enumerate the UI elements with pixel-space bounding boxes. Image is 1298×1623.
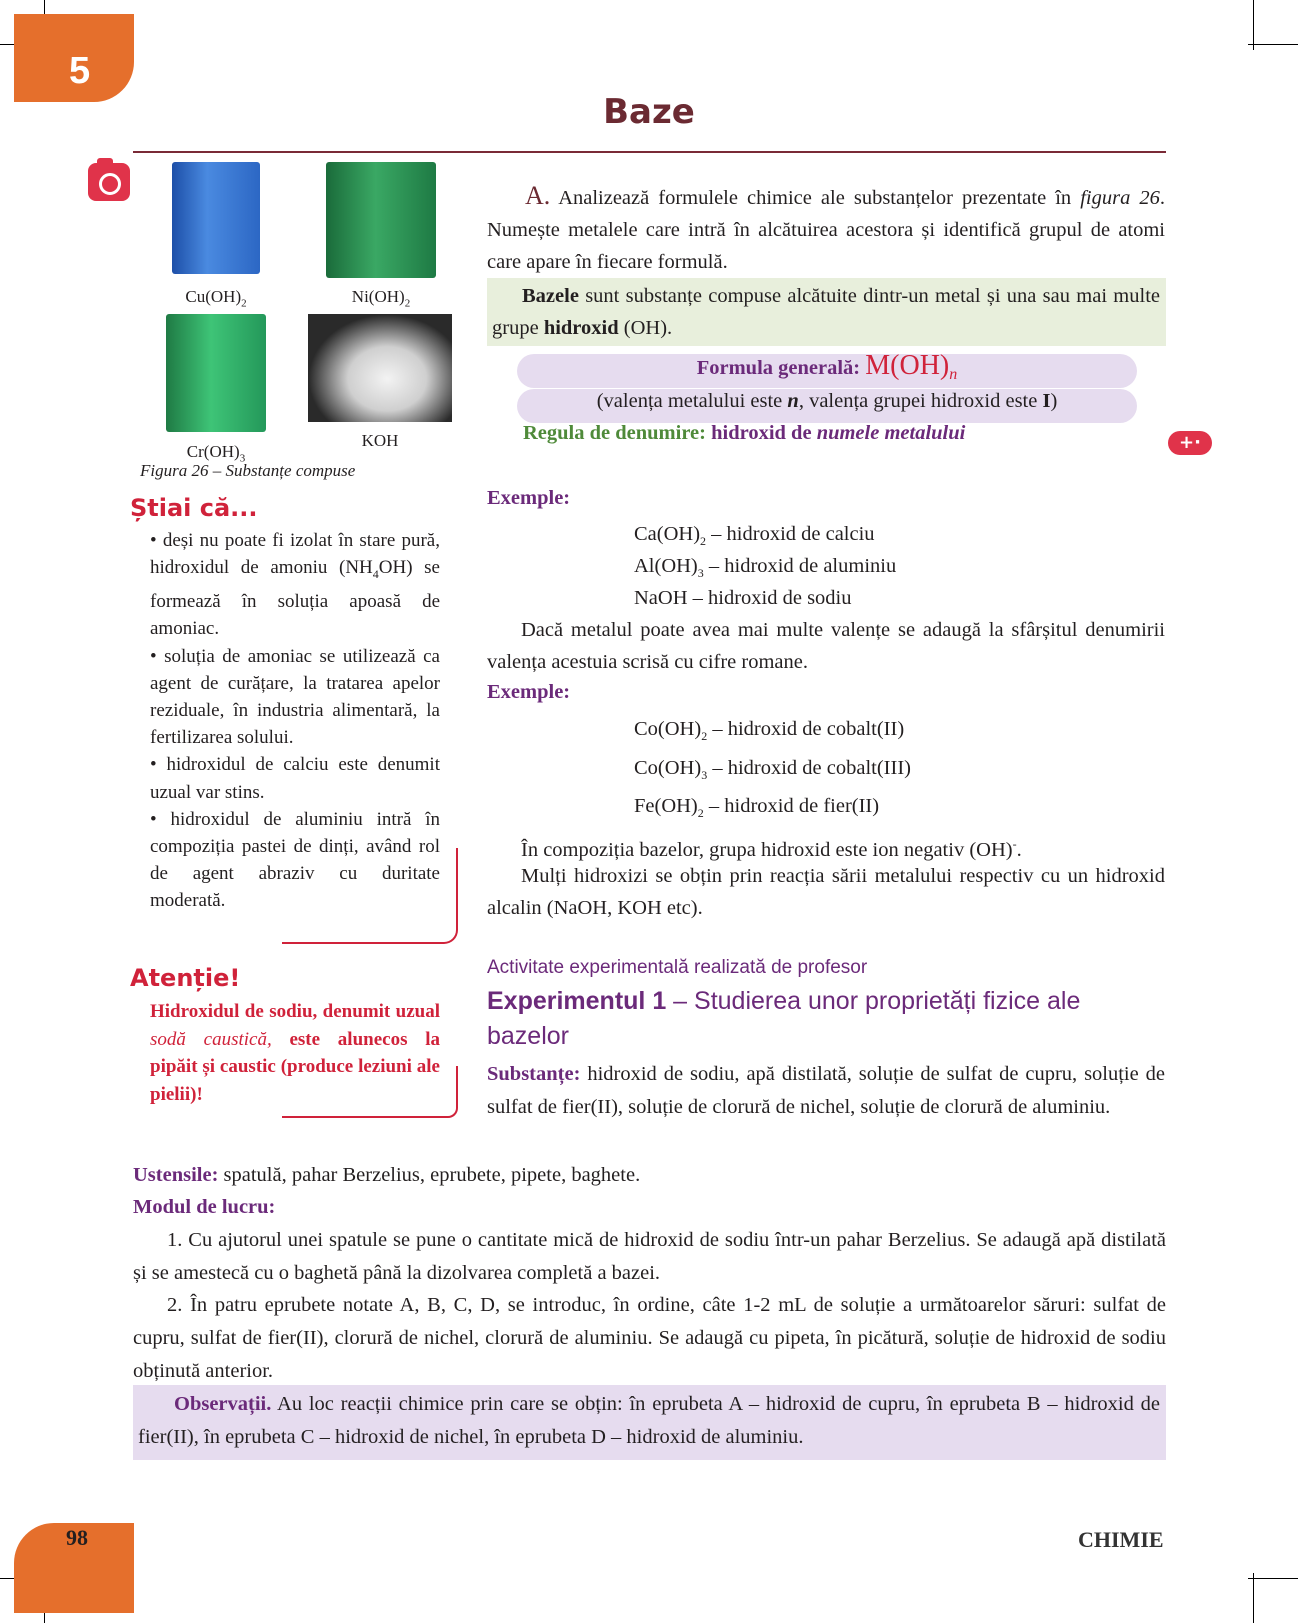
- method-label: Modul de lucru:: [133, 1196, 276, 1218]
- stiai-title: Știai că...: [130, 494, 258, 522]
- figure-caption: Figura 26 – Substanțe compuse: [140, 461, 356, 480]
- photo-ni-oh2: [326, 162, 436, 278]
- crop-mark: [1253, 0, 1254, 50]
- atentie-bracket: [282, 1066, 458, 1118]
- general-formula: Formula generală: $M(OH)_n$: [696, 350, 958, 384]
- crop-mark: [1253, 1573, 1254, 1623]
- crop-mark: [1248, 44, 1298, 45]
- page-title: Baze: [603, 92, 695, 132]
- stiai-item: • deși nu poate fi izolat în stare pură, hidroxidul de amoniu $(NH_4OH)$ se formează în soluția apoasă de amoniac.: [150, 530, 440, 640]
- subject-label: CHIMIE: [1078, 1527, 1164, 1552]
- activity-label: Activitate experimentală realizată de profesor: [487, 957, 868, 978]
- stiai-item: • hidroxidul de calciu este denumit uzual var stins.: [150, 754, 440, 803]
- caption-cu: $Cu(OH)_2$: [185, 287, 247, 310]
- atentie-title: Atenție!: [130, 964, 241, 992]
- example-item: NaOH – hidroxid de sodiu: [634, 587, 852, 609]
- examples-label: Exemple:: [487, 681, 571, 703]
- definition-text: Bazele sunt substanțe compuse alcătuite dintr-un metal și una sau mai multe grupe hidroxid (OH).: [492, 285, 1160, 339]
- camera-icon: [88, 163, 130, 201]
- chapter-number: 5: [69, 50, 91, 92]
- stiai-bracket: [282, 848, 458, 944]
- obtain-paragraph: Mulți hidroxizi se obțin prin reacția sării metalului respectiv cu un hidroxid alcalin (NaOH, KOH etc).: [487, 865, 1165, 919]
- atentie-text: Hidroxidul de sodiu, denumit uzual sodă caustică, este alunecos la pipăit și caustic (produce leziuni ale pielii)!: [150, 1001, 440, 1105]
- caption-cr: $Cr(OH)_3$: [186, 442, 246, 465]
- example-item: $Co(OH)_3$ – hidroxid de cobalt(III): [634, 757, 911, 783]
- example-item: $Ca(OH)_2$ – hidroxid de calciu: [634, 523, 875, 549]
- chapter-tab: [14, 14, 134, 102]
- caption-ni: $Ni(OH)_2$: [351, 287, 411, 310]
- substances-paragraph: Substanțe: hidroxid de sodiu, apă distilată, soluție de sulfat de cupru, soluție de sulfat de fier(II), soluție de clorură de nichel, soluție de clorură de aluminiu.: [487, 1063, 1165, 1118]
- section-a-letter: A.: [525, 181, 551, 210]
- example-item: $Co(OH)_2$ – hidroxid de cobalt(II): [634, 718, 905, 744]
- photo-koh: [308, 314, 452, 422]
- experiment-title: Experimentul 1 – Studierea unor proprietăți fizice ale bazelor: [487, 987, 1081, 1050]
- tools-line: Ustensile: spatulă, pahar Berzelius, eprubete, pipete, baghete.: [133, 1164, 641, 1186]
- photo-cr-oh3: [166, 314, 266, 432]
- valence-note: (valența metalului este n, valența grupei hidroxid este I): [596, 390, 1058, 412]
- stiai-item: • hidroxidul de aluminiu intră în compoziția pastei de dinți, având rol de agent abraziv cu duritate moderată.: [150, 808, 440, 912]
- section-a-text: A. Analizează formulele chimice ale substanțelor prezentate în figura 26. Numește metalele care intră în alcătuirea acestora și identifică grupul de atomi care apare în fiecare formulă.: [487, 181, 1165, 273]
- example-item: $Al(OH)_3$ – hidroxid de aluminiu: [634, 555, 897, 581]
- caption-koh: KOH: [361, 431, 399, 450]
- crop-mark: [1248, 1578, 1298, 1579]
- step-1: 1. Cu ajutorul unei spatule se pune o cantitate mică de hidroxid de sodiu într-un pahar Berzelius. Se adaugă apă distilată și se amestecă cu o baghetă până la dizolvarea completă a bazei.: [133, 1229, 1166, 1284]
- stiai-item: • soluția de amoniac se utilizează ca agent de curățare, la tratarea apelor reziduale, în industria alimentară, la fertilizarea solului.: [150, 645, 440, 749]
- step-2: 2. În patru eprubete notate A, B, C, D, se introduc, în ordine, câte 1-2 mL de soluție a următoarelor săruri: sulfat de cupru, sulfat de fier(II), clorură de nichel, clorură de aluminiu. Se adaugă cu pipeta, în picătură, soluție de hidroxid de sodiu obținută anterior.: [133, 1294, 1166, 1382]
- plus-icon: +·: [1168, 431, 1212, 455]
- naming-rule: Regula de denumire: hidroxid de numele metalului: [523, 422, 966, 444]
- title-rule: [133, 151, 1166, 153]
- examples-label: Exemple:: [487, 487, 571, 509]
- observations-text: Observații. Au loc reacții chimice prin care se obțin: în eprubeta A – hidroxid de cupru, în eprubeta B – hidroxid de fier(II), în eprubeta C – hidroxid de nichel, în eprubeta D – hidroxid de aluminiu.: [138, 1393, 1160, 1448]
- ion-paragraph: În compoziția bazelor, grupa hidroxid este ion negativ (OH)-.: [521, 837, 1022, 861]
- valency-paragraph: Dacă metalul poate avea mai multe valențe se adaugă la sfârșitul denumirii valența acestuia scrisă cu cifre romane.: [487, 619, 1165, 673]
- photo-cu-oh2: [172, 162, 260, 274]
- page-number: 98: [66, 1525, 88, 1550]
- example-item: $Fe(OH)_2$ – hidroxid de fier(II): [634, 795, 880, 821]
